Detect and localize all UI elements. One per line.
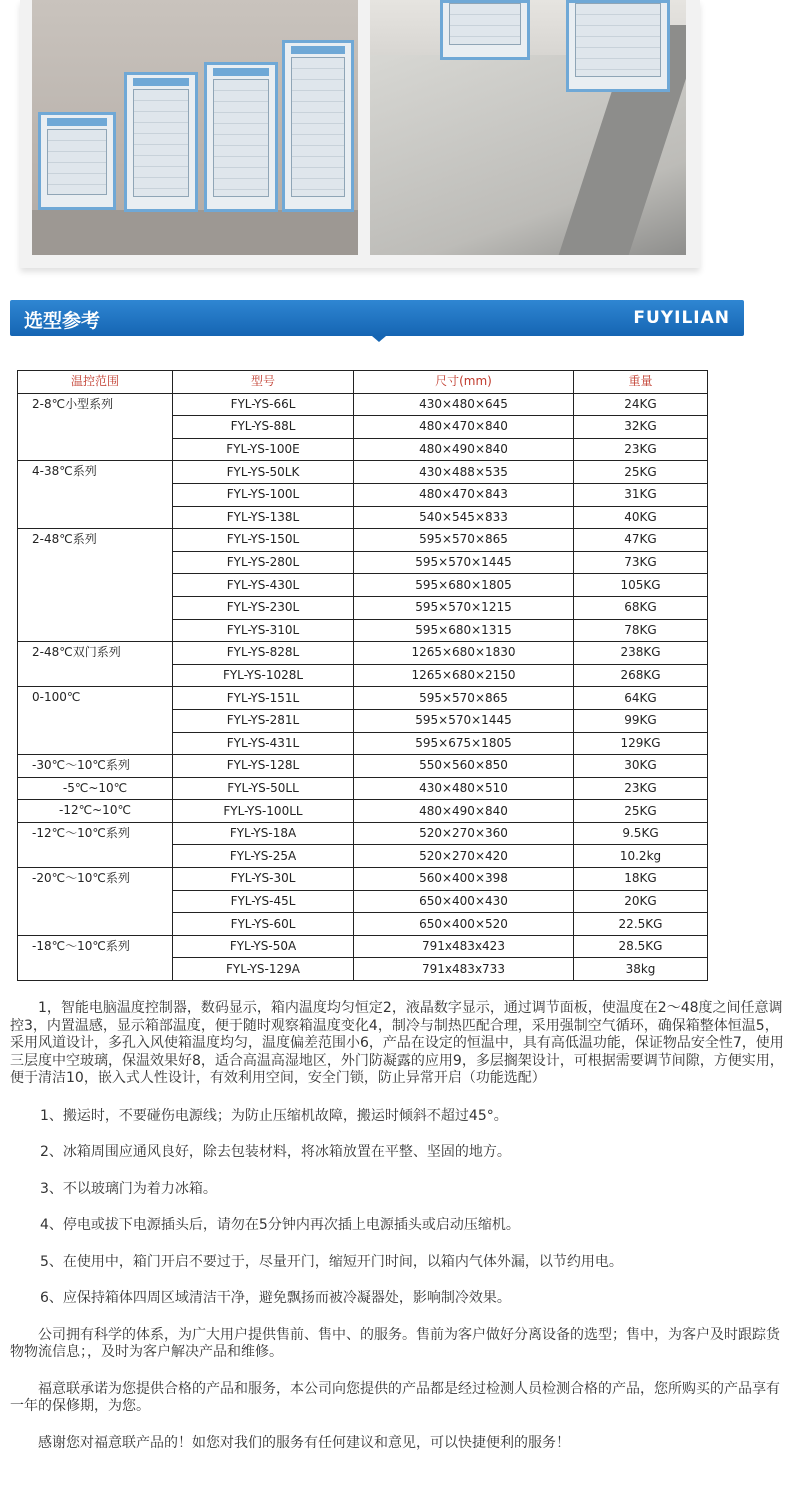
weight-cell: 24KG: [574, 393, 708, 416]
model-cell: FYL-YS-151L: [173, 687, 354, 710]
size-cell: 791x483x733: [354, 958, 574, 981]
size-cell: 595×680×1315: [354, 619, 574, 642]
column-header: 尺寸(mm): [354, 371, 574, 394]
size-cell: 595×570×865: [354, 687, 574, 710]
size-cell: 560×400×398: [354, 868, 574, 891]
model-cell: FYL-YS-129A: [173, 958, 354, 981]
weight-cell: 129KG: [574, 732, 708, 755]
column-header: 型号: [173, 371, 354, 394]
weight-cell: 64KG: [574, 687, 708, 710]
model-cell: FYL-YS-50LL: [173, 777, 354, 800]
temp-range-cell: -12℃~10℃: [18, 800, 173, 823]
table-row: [18, 800, 708, 823]
temp-range-cell: -18℃～10℃系列: [18, 935, 173, 980]
model-cell: FYL-YS-18A: [173, 822, 354, 845]
size-cell: 595×570×1445: [354, 709, 574, 732]
size-cell: 595×570×865: [354, 529, 574, 552]
weight-cell: 73KG: [574, 551, 708, 574]
size-cell: 430×488×535: [354, 461, 574, 484]
weight-cell: 18KG: [574, 868, 708, 891]
table-row: [18, 868, 708, 891]
model-cell: FYL-YS-150L: [173, 529, 354, 552]
weight-cell: 25KG: [574, 800, 708, 823]
weight-cell: 40KG: [574, 506, 708, 529]
column-header: 重量: [574, 371, 708, 394]
size-cell: 650×400×520: [354, 913, 574, 936]
model-cell: FYL-YS-100L: [173, 483, 354, 506]
weight-cell: 268KG: [574, 664, 708, 687]
model-cell: FYL-YS-128L: [173, 755, 354, 778]
size-cell: 595×675×1805: [354, 732, 574, 755]
selection-guide-header: [10, 300, 744, 340]
weight-cell: 68KG: [574, 596, 708, 619]
table-row: [18, 529, 708, 552]
weight-cell: 28.5KG: [574, 935, 708, 958]
weight-cell: 22.5KG: [574, 913, 708, 936]
temp-range-cell: 2-8℃小型系列: [18, 393, 173, 461]
usage-note: 4、停电或拔下电源插头后，请勿在5分钟内再次插上电源插头或启动压缩机。: [40, 1217, 520, 1233]
model-cell: FYL-YS-100LL: [173, 800, 354, 823]
weight-cell: 10.2kg: [574, 845, 708, 868]
temp-range-cell: 4-38℃系列: [18, 461, 173, 529]
weight-cell: 20KG: [574, 890, 708, 913]
usage-note: 1、搬运时，不要碰伤电源线；为防止压缩机故障，搬运时倾斜不超过45°。: [40, 1107, 508, 1124]
temp-range-cell: 2-48℃系列: [18, 529, 173, 642]
model-cell: FYL-YS-430L: [173, 574, 354, 597]
weight-cell: 38kg: [574, 958, 708, 981]
size-cell: 650×400×430: [354, 890, 574, 913]
temp-range-cell: -20℃～10℃系列: [18, 868, 173, 936]
model-cell: FYL-YS-230L: [173, 596, 354, 619]
model-cell: FYL-YS-280L: [173, 551, 354, 574]
temp-range-cell: -5℃~10℃: [18, 777, 173, 800]
size-cell: 540×545×833: [354, 506, 574, 529]
model-cell: FYL-YS-431L: [173, 732, 354, 755]
table-row: [18, 755, 708, 778]
size-cell: 480×470×840: [354, 416, 574, 439]
feature-paragraph: 1，智能电脑温度控制器，数码显示，箱内温度均匀恒定2，液晶数字显示，通过调节面板，使温度在2～48度之间任意调控3，内置温感，显示箱部温度，便于随时观察箱温度变化4，制冷与制热匹配合理，采用强制空气循环，确保箱整体恒温5，采用风道设计，多孔入风使箱温度均匀，温度偏差范围小6，产品在设定的恒温中，具有高低温功能，保证物品安全性7，使用三层度中空玻璃，保温效果好8，适合高温高湿地区，外门防凝露的应用9，多层搁架设计，可根据需要调节间隙，方便实用，便于清洁10，嵌入式人性设计，有效利用空间，安全门锁，防止异常开启（功能选配）: [10, 1000, 784, 1086]
table-row: [18, 461, 708, 484]
temp-range-cell: -30℃～10℃系列: [18, 755, 173, 778]
section-title: 选型参考: [24, 310, 101, 332]
weight-cell: 23KG: [574, 438, 708, 461]
company-paragraph: 公司拥有科学的体系，为广大用户提供售前、售中、的服务。售前为客户做好分离设备的选型；售中，为客户及时跟踪货物物流信息；，及时为客户解决产品和维修。: [10, 1326, 780, 1360]
model-cell: FYL-YS-281L: [173, 709, 354, 732]
model-cell: FYL-YS-50LK: [173, 461, 354, 484]
spec-table: [17, 370, 708, 981]
model-cell: FYL-YS-828L: [173, 642, 354, 665]
promise-paragraph: 福意联承诺为您提供合格的产品和服务，本公司向您提供的产品都是经过检测人员检测合格的产品，您所购买的产品享有一年的保修期，为您。: [10, 1380, 780, 1414]
size-cell: 430×480×645: [354, 393, 574, 416]
table-row: [18, 822, 708, 845]
product-description: [10, 1000, 790, 1452]
size-cell: 430×480×510: [354, 777, 574, 800]
size-cell: 1265×680×2150: [354, 664, 574, 687]
weight-cell: 30KG: [574, 755, 708, 778]
model-cell: FYL-YS-100E: [173, 438, 354, 461]
size-cell: 1265×680×1830: [354, 642, 574, 665]
table-row: [18, 687, 708, 710]
weight-cell: 99KG: [574, 709, 708, 732]
weight-cell: 23KG: [574, 777, 708, 800]
temp-range-cell: 2-48℃双门系列: [18, 642, 173, 687]
usage-note: 5、在使用中，箱门开启不要过于，尽量开门，缩短开门时间，以箱内气体外漏，以节约用电。: [40, 1253, 623, 1270]
model-cell: FYL-YS-310L: [173, 619, 354, 642]
model-cell: FYL-YS-25A: [173, 845, 354, 868]
model-cell: FYL-YS-66L: [173, 393, 354, 416]
weight-cell: 32KG: [574, 416, 708, 439]
product-lineup-photo: [32, 0, 358, 255]
usage-note: 2、冰箱周围应通风良好，除去包装材料，将冰箱放置在平整、坚固的地方。: [40, 1144, 511, 1160]
size-cell: 595×680×1805: [354, 574, 574, 597]
brand-name: FUYILIAN: [633, 308, 730, 328]
weight-cell: 238KG: [574, 642, 708, 665]
size-cell: 595×570×1215: [354, 596, 574, 619]
weight-cell: 47KG: [574, 529, 708, 552]
weight-cell: 9.5KG: [574, 822, 708, 845]
model-cell: FYL-YS-50A: [173, 935, 354, 958]
weight-cell: 78KG: [574, 619, 708, 642]
temp-range-cell: 0-100℃: [18, 687, 173, 755]
model-cell: FYL-YS-1028L: [173, 664, 354, 687]
table-row: [18, 935, 708, 958]
size-cell: 791x483x423: [354, 935, 574, 958]
size-cell: 520×270×420: [354, 845, 574, 868]
product-photo-strip: [20, 0, 700, 268]
weight-cell: 25KG: [574, 461, 708, 484]
model-cell: FYL-YS-45L: [173, 890, 354, 913]
temp-range-cell: -12℃～10℃系列: [18, 822, 173, 867]
weight-cell: 105KG: [574, 574, 708, 597]
size-cell: 480×490×840: [354, 800, 574, 823]
size-cell: 520×270×360: [354, 822, 574, 845]
usage-note: 6、应保持箱体四周区域清洁干净，避免飘扬而被冷凝器处，影响制冷效果。: [40, 1290, 511, 1306]
size-cell: 480×490×840: [354, 438, 574, 461]
model-cell: FYL-YS-88L: [173, 416, 354, 439]
weight-cell: 31KG: [574, 483, 708, 506]
model-cell: FYL-YS-60L: [173, 913, 354, 936]
usage-note: 3、不以玻璃门为着力冰箱。: [40, 1180, 217, 1197]
size-cell: 480×470×843: [354, 483, 574, 506]
size-cell: 550×560×850: [354, 755, 574, 778]
size-cell: 595×570×1445: [354, 551, 574, 574]
installed-fridge-photo: [370, 0, 686, 255]
thanks-paragraph: 感谢您对福意联产品的！如您对我们的服务有任何建议和意见，可以快捷便利的服务！: [38, 1434, 570, 1451]
column-header: 温控范围: [18, 371, 173, 394]
table-row: [18, 777, 708, 800]
table-row: [18, 393, 708, 416]
model-cell: FYL-YS-30L: [173, 868, 354, 891]
model-cell: FYL-YS-138L: [173, 506, 354, 529]
table-row: [18, 642, 708, 665]
